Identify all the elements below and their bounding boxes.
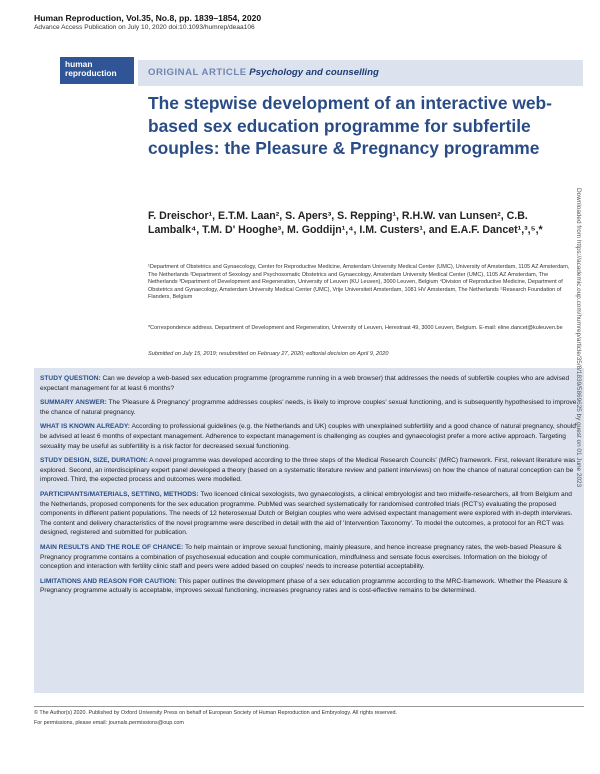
abstract-section-text: The 'Pleasure & Pregnancy' programme addresses couples' needs, is likely to improve couples' sexual functioning, and is subsequently hypothesised to improve the chance of natural pregnancy. (40, 399, 577, 416)
abstract-section (40, 456, 580, 485)
affiliations: ¹Department of Obstetrics and Gynaecology, Center for Reproductive Medicine, Amsterdam University Medical Center (UMC), University of Amsterdam, 1105 AZ Amsterdam, The Netherlands ²Department of Sexology and Psychosomatic Obstetrics and Gynaecology, Amsterdam University Medical Center (UMC), 1105 AZ Amsterdam, The Netherlands ³Department of Development and Regeneration, University of Leuven (KU Leuven), 3000 Leuven, Belgium ⁴Division of Reproductive Medicine, Department of Obstetrics and Gynaecology, Amsterdam University Medical Center (UMC), Vrije Universiteit Amsterdam, 1081 HV Amsterdam, The Netherlands ⁵Research Foundation of Flanders, Belgium (148, 264, 570, 301)
abstract-section-text: This paper outlines the development phase of a sex education programme according to the MRC-framework. Whether the Pleasure & Pregnancy programme actually is acceptable, improves sexual functioning, increases pregnancy rates and is cost-effective remains to be determined. (40, 577, 568, 595)
abstract-section-text: Two licenced clinical sexologists, two gynaecologists, a clinical embryologist and two midwife-researchers, all from Belgium and the Netherlands, proposed components for the sex education programme. PubMed was searched systematically for randomised controlled trials (RCT's) evaluating the proposed components in different patient populations. The needs of 12 heterosexual Dutch or Belgian couples who were advised expectant management were explored with in-depth interviews. The content and delivery characteristics of the novel programme were described in detail with the aid of 'Intervention Taxonomy'. To model the outcomes, a protocol for an RCT was designed, registered and submitted for publication. (40, 490, 573, 537)
permissions-notice: For permissions, please email: journals.permissions@oup.com (34, 720, 184, 726)
copyright-notice: © The Author(s) 2020. Published by Oxford University Press on behalf of European Society of Human Reproduction and Embryology. All rights reserved. (34, 710, 398, 716)
journal-logo[interactable] (60, 57, 134, 84)
abstract-section-text: A novel programme was developed according to the three steps of the Medical Research Councils' (MRC) framework. First, relevant literature was explored. Second, an interdisciplinary expert panel developed a theory (based on a systematic literature review and patient interviews) on how the chance of natural conception can be improved. Third, the expected process and outcomes were modelled. (40, 457, 576, 484)
author-list: F. Dreischor¹, E.T.M. Laan², S. Apers³, S. Repping¹, R.H.W. van Lunsen², C.B. Lambalk⁴, T.M. D' Hooghe³, M. Goddijn¹,⁴, I.M. Custers¹, and E.A.F. Dancet¹,³,⁵,* (148, 210, 543, 237)
abstract-section-label: MAIN RESULTS AND THE ROLE OF CHANCE: (40, 543, 184, 551)
abstract-section (40, 543, 580, 572)
download-watermark-text: Downloaded from https://academic.oup.com/humrep/article/35/8/1839/5869625 by guest on 01 June 2023 (575, 188, 582, 488)
correspondence-address: *Correspondence address. Department of Development and Regeneration, University of Leuven, Herestraat 49, 3000 Leuven, Belgium. E-mail: eline.dancet@kuleuven.be (148, 325, 563, 331)
abstract-section-text: According to professional guidelines (e.g. the Netherlands and UK) couples with unexplained subfertility and a good chance of natural pregnancy, should be advised at least 6 months of expectant management. Adherence to expectant management is challenging as couples and gynaecologist prefer a more active approach. Targeting sexuality may be useful as subfertility is a risk factor for decreased sexual functioning. (40, 423, 576, 450)
abstract-section (40, 422, 580, 451)
logo-line-2: reproduction (65, 67, 117, 78)
submission-dates: Submitted on July 15, 2019; resubmitted on February 27, 2020; editorial decision on April 9, 2020 (148, 351, 389, 357)
abstract-section (40, 490, 580, 538)
abstract-section (40, 577, 580, 596)
article-type: ORIGINAL ARTICLE (148, 67, 247, 78)
abstract-section (40, 398, 580, 417)
download-watermark (575, 188, 582, 487)
abstract-section-text: Can we develop a web-based sex education programme (programme running in a web browser) that addresses the needs of subfertile couples who are advised expectant management for at least 6 months? (40, 375, 570, 392)
logo-line-1: human (65, 59, 93, 69)
abstract-section (40, 374, 580, 393)
abstract-section-label: PARTICIPANTS/MATERIALS, SETTING, METHODS: (40, 490, 199, 498)
abstract-section-text: To help maintain or improve sexual functioning, mainly pleasure, and hence increase pregnancy rates, the web-based Pleasure & Pregnancy programme contains a combination of psychosexual education and couple communication, mindfulness and sensate focus exercises. Information on the biology of conception and interaction with fertility clinic staff and peers were added based on couples' needs to increase potential acceptability. (40, 543, 562, 571)
banner-text (148, 67, 379, 78)
journal-citation: Human Reproduction, Vol.35, No.8, pp. 1839–1854, 2020 (34, 13, 262, 23)
abstract-section-label: WHAT IS KNOWN ALREADY: (40, 423, 130, 431)
article-title: The stepwise development of an interactive web-based sex education programme for subfertile couples: the Pleasure & Pregnancy programme (148, 93, 552, 158)
article-category: Psychology and counselling (249, 67, 379, 78)
abstract-section-label: STUDY QUESTION: (40, 375, 101, 382)
abstract-content (40, 374, 580, 601)
abstract-section-label: LIMITATIONS AND REASON FOR CAUTION: (40, 577, 177, 585)
footer-divider (34, 706, 584, 707)
abstract-section-label: SUMMARY ANSWER: (40, 399, 107, 407)
abstract-section-label: STUDY DESIGN, SIZE, DURATION: (40, 457, 148, 465)
advance-access-line: Advance Access Publication on July 10, 2020 doi:10.1093/humrep/deaa106 (34, 24, 255, 31)
